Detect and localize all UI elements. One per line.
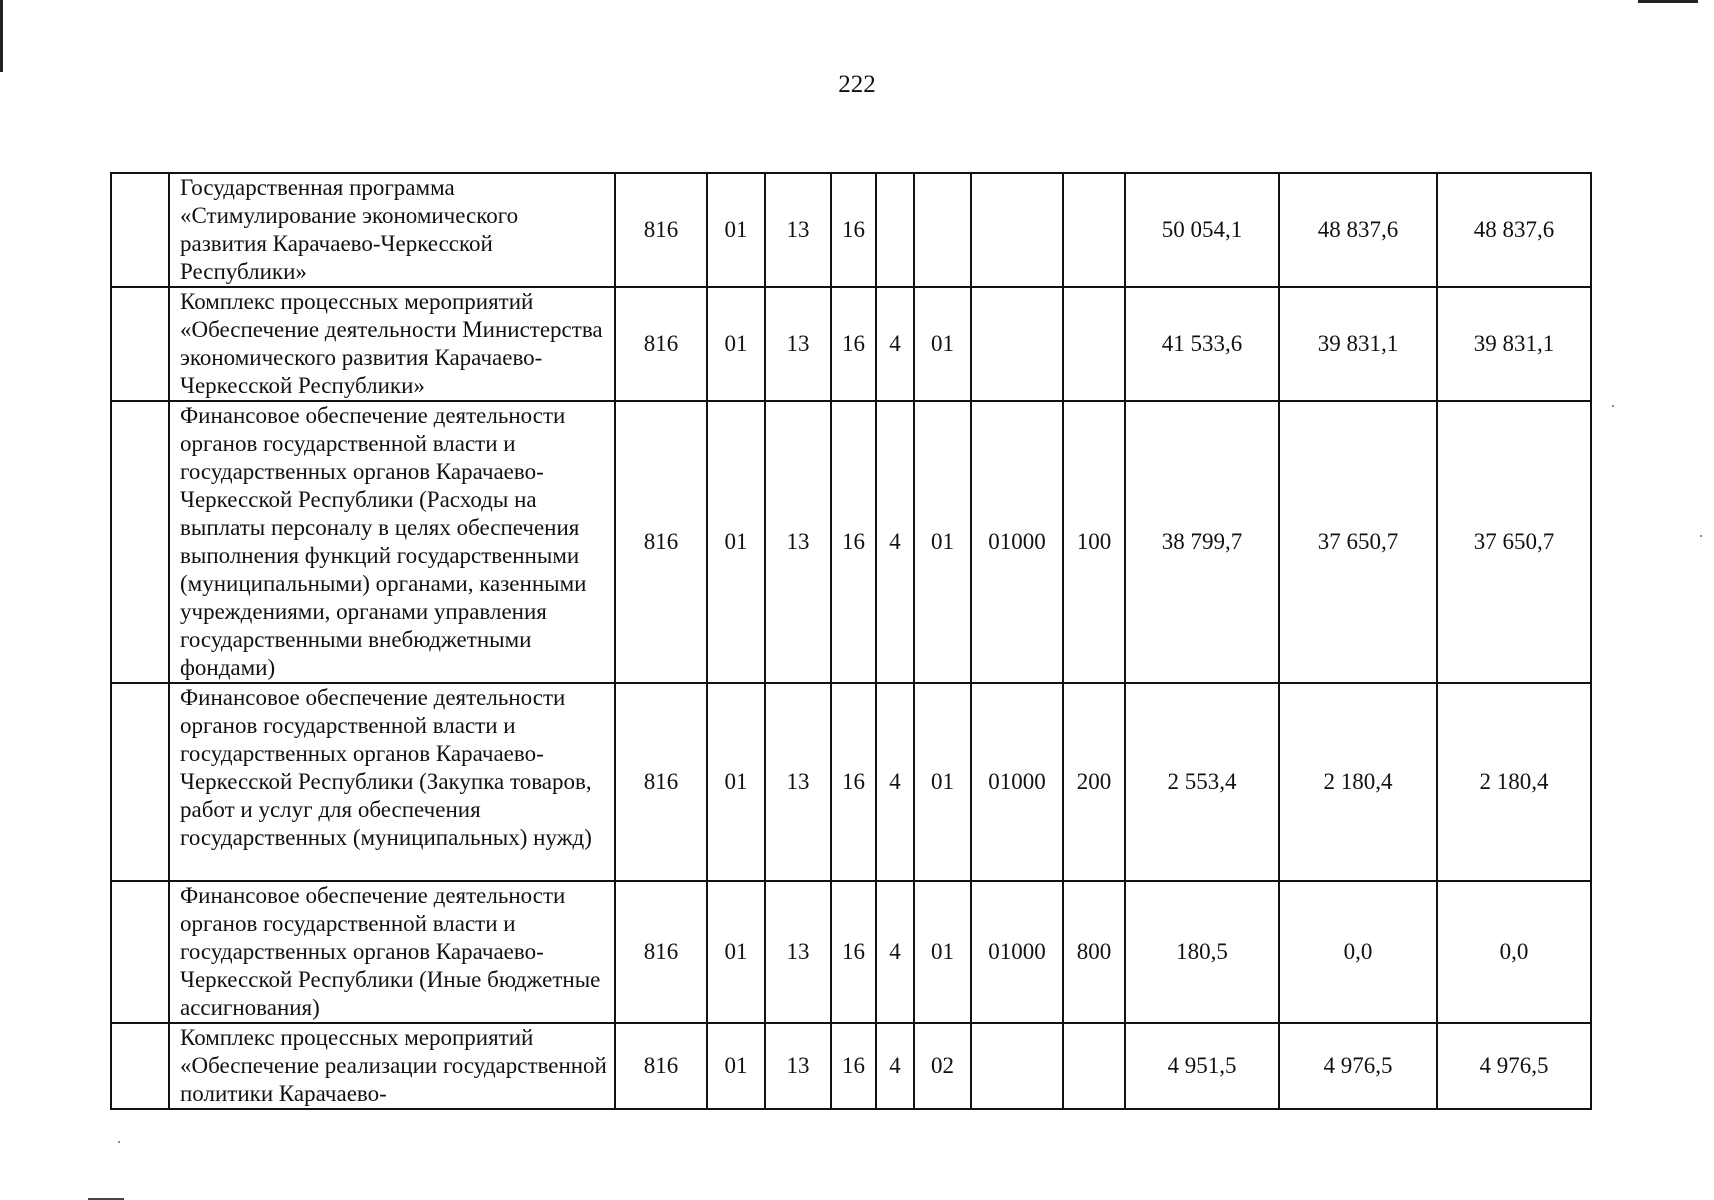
- cell-rz: 01: [707, 173, 765, 287]
- cell-comp: 01: [914, 287, 971, 401]
- cell-prog: 16: [831, 881, 876, 1023]
- cell-comp: 01: [914, 401, 971, 683]
- cell-rz: 01: [707, 881, 765, 1023]
- cell-comp: 01: [914, 683, 971, 881]
- cell-sum3: 48 837,6: [1437, 173, 1591, 287]
- cell-ved: 816: [615, 287, 707, 401]
- cell-pr: 13: [765, 683, 831, 881]
- cell-ved: 816: [615, 173, 707, 287]
- cell-pr: 13: [765, 173, 831, 287]
- cell-ved: 816: [615, 881, 707, 1023]
- cell-rz: 01: [707, 401, 765, 683]
- cell-vr: [1063, 173, 1125, 287]
- cell-vr: [1063, 1023, 1125, 1109]
- cell-sum1: 180,5: [1125, 881, 1279, 1023]
- page-number: 222: [838, 71, 876, 98]
- cell-sum2: 37 650,7: [1279, 401, 1437, 683]
- cell-dir: [971, 1023, 1063, 1109]
- cell-type: 4: [876, 287, 914, 401]
- cell-vr: 100: [1063, 401, 1125, 683]
- row-name: Финансовое обеспечение деятельности органов государственной власти и государственных органов Карачаево-Черкесской Республики (Расходы на выплаты персоналу в целях обеспечения выполнения функций государственными (муниципальными) органами, казенными учреждениями, органами управления государственными внебюджетными фондами): [169, 401, 615, 683]
- cell-prog: 16: [831, 173, 876, 287]
- cell-dir: [971, 287, 1063, 401]
- cell-sum1: 38 799,7: [1125, 401, 1279, 683]
- cell-sum3: 37 650,7: [1437, 401, 1591, 683]
- cell-prog: 16: [831, 287, 876, 401]
- cell-rz: 01: [707, 287, 765, 401]
- cell-rz: 01: [707, 683, 765, 881]
- scan-speck: [118, 1141, 120, 1143]
- cell-sum3: 0,0: [1437, 881, 1591, 1023]
- cell-sum2: 2 180,4: [1279, 683, 1437, 881]
- cell-pr: 13: [765, 401, 831, 683]
- cell-type: 4: [876, 1023, 914, 1109]
- row-name: Финансовое обеспечение деятельности органов государственной власти и государственных органов Карачаево-Черкесской Республики (Иные бюджетные ассигнования): [169, 881, 615, 1023]
- budget-table: [110, 172, 1592, 1110]
- table-row: [111, 173, 1591, 287]
- blank-cell: [111, 287, 169, 401]
- blank-cell: [111, 881, 169, 1023]
- cell-ved: 816: [615, 401, 707, 683]
- scan-edge-mark-top: [1638, 0, 1698, 3]
- cell-ved: 816: [615, 683, 707, 881]
- cell-rz: 01: [707, 1023, 765, 1109]
- cell-prog: 16: [831, 401, 876, 683]
- cell-dir: 01000: [971, 881, 1063, 1023]
- row-name: Комплекс процессных мероприятий «Обеспечение деятельности Министерства экономического развития Карачаево-Черкесской Республики»: [169, 287, 615, 401]
- cell-type: 4: [876, 401, 914, 683]
- cell-comp: [914, 173, 971, 287]
- cell-prog: 16: [831, 1023, 876, 1109]
- cell-sum2: 4 976,5: [1279, 1023, 1437, 1109]
- row-name: Государственная программа «Стимулирование экономического развития Карачаево-Черкесской Республики»: [169, 173, 615, 287]
- cell-sum1: 2 553,4: [1125, 683, 1279, 881]
- cell-vr: [1063, 287, 1125, 401]
- cell-comp: 02: [914, 1023, 971, 1109]
- cell-comp: 01: [914, 881, 971, 1023]
- cell-sum1: 41 533,6: [1125, 287, 1279, 401]
- table-row: [111, 881, 1591, 1023]
- cell-sum3: 2 180,4: [1437, 683, 1591, 881]
- cell-dir: 01000: [971, 683, 1063, 881]
- blank-cell: [111, 683, 169, 881]
- row-name: Комплекс процессных мероприятий «Обеспечение реализации государственной политики Карачаево-: [169, 1023, 615, 1109]
- cell-type: [876, 173, 914, 287]
- cell-dir: 01000: [971, 401, 1063, 683]
- cell-sum2: 39 831,1: [1279, 287, 1437, 401]
- cell-pr: 13: [765, 881, 831, 1023]
- cell-vr: 800: [1063, 881, 1125, 1023]
- table-row: [111, 1023, 1591, 1109]
- row-name: Финансовое обеспечение деятельности органов государственной власти и государственных органов Карачаево-Черкесской Республики (Закупка товаров, работ и услуг для обеспечения государственных (муниципальных) нужд): [169, 683, 615, 881]
- scan-speck: [1700, 535, 1702, 537]
- cell-pr: 13: [765, 287, 831, 401]
- cell-type: 4: [876, 683, 914, 881]
- blank-cell: [111, 401, 169, 683]
- cell-sum3: 4 976,5: [1437, 1023, 1591, 1109]
- cell-prog: 16: [831, 683, 876, 881]
- blank-cell: [111, 1023, 169, 1109]
- table-row: [111, 683, 1591, 881]
- scan-speck: [1612, 405, 1614, 407]
- cell-sum1: 4 951,5: [1125, 1023, 1279, 1109]
- cell-vr: 200: [1063, 683, 1125, 881]
- cell-sum1: 50 054,1: [1125, 173, 1279, 287]
- table-row: [111, 401, 1591, 683]
- table-row: [111, 287, 1591, 401]
- cell-sum2: 48 837,6: [1279, 173, 1437, 287]
- scan-edge-mark: [0, 0, 3, 72]
- blank-cell: [111, 173, 169, 287]
- cell-ved: 816: [615, 1023, 707, 1109]
- cell-sum2: 0,0: [1279, 881, 1437, 1023]
- cell-sum3: 39 831,1: [1437, 287, 1591, 401]
- cell-type: 4: [876, 881, 914, 1023]
- cell-pr: 13: [765, 1023, 831, 1109]
- cell-dir: [971, 173, 1063, 287]
